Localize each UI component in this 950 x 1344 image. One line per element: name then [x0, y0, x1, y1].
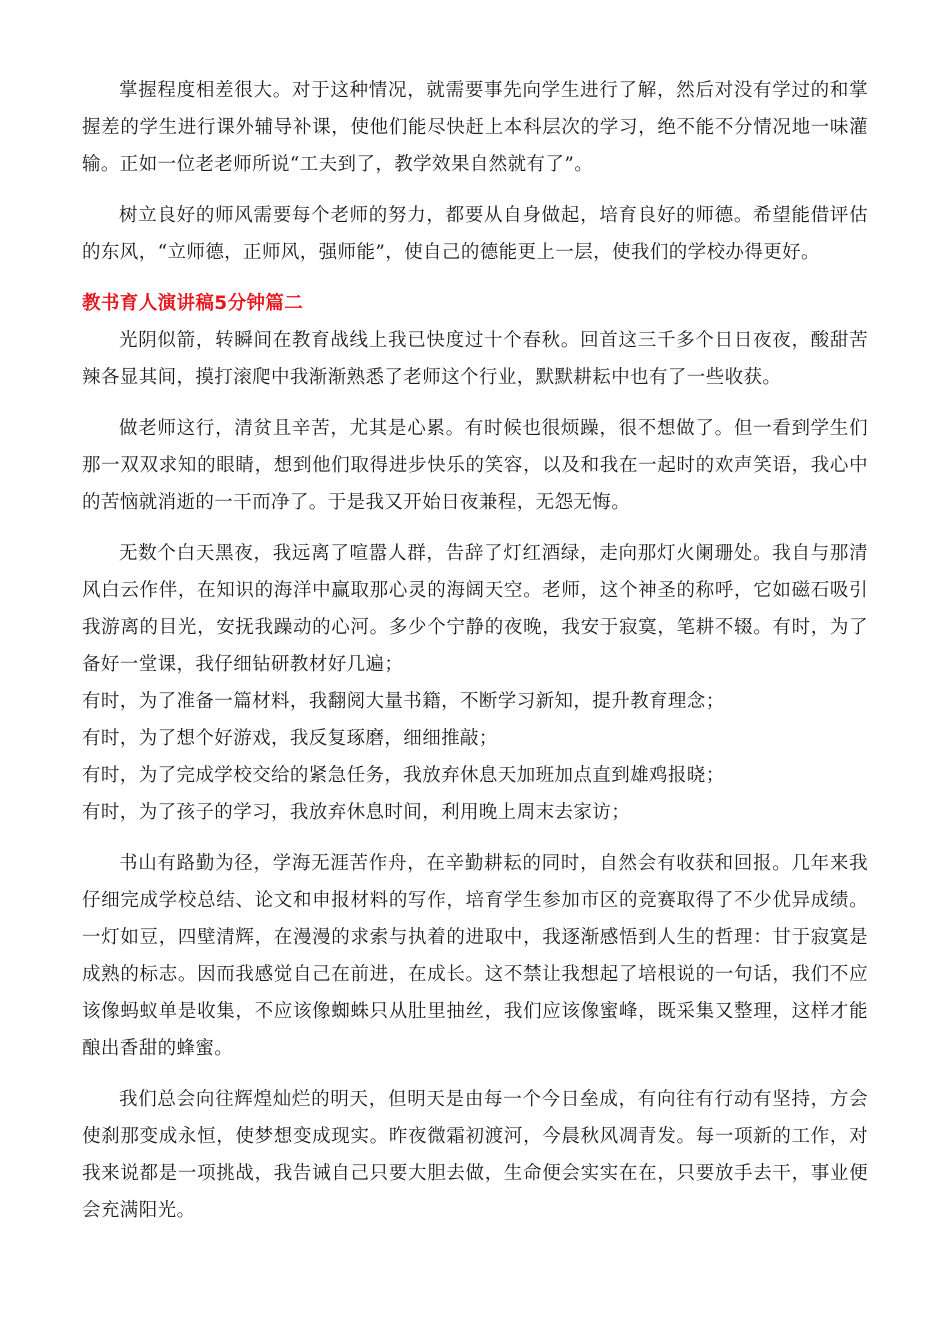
paragraph-5: 无数个白天黑夜，我远离了喧嚣人群，告辞了灯红酒绿，走向那灯火阑珊处。我自与那清风白云作伴，在知识的海洋中赢取那心灵的海阔天空。老师，这个神圣的称呼，它如磁石吸引我游离的目光，安抚我躁动的心河。多少个宁静的夜晚，我安于寂寞，笔耕不辍。有时，为了备好一堂课，我仔细钻研教材好几遍； — [82, 543, 868, 675]
list-line-4: 有时，为了孩子的学习，我放弃休息时间，利用晚上周末去家访； — [82, 802, 631, 823]
paragraph-1: 掌握程度相差很大。对于这种情况，就需要事先向学生进行了解，然后对没有学过的和掌握差的学生进行课外辅导补课，使他们能尽快赶上本科层次的学习，绝不能不分情况地一味灌输。正如一位老老师所说“工夫到了，教学效果自然就有了”。 — [82, 80, 868, 175]
paragraph-2: 树立良好的师风需要每个老师的努力，都要从自身做起，培育良好的师德。希望能借评估的东风，“立师德，正师风，强师能”，使自己的德能更上一层，使我们的学校办得更好。 — [82, 205, 868, 263]
list-line-1: 有时，为了准备一篇材料，我翻阅大量书籍，不断学习新知，提升教育理念； — [82, 691, 725, 712]
list-line-3: 有时，为了完成学校交给的紧急任务，我放弃休息天加班加点直到雄鸡报晓； — [82, 765, 725, 786]
document-page — [82, 72, 868, 1229]
paragraph-3: 光阴似箭，转瞬间在教育战线上我已快度过十个春秋。回首这三千多个日日夜夜，酸甜苦辣各显其间，摸打滚爬中我渐渐熟悉了老师这个行业，默默耕耘中也有了一些收获。 — [82, 330, 868, 388]
paragraph-4: 做老师这行，清贫且辛苦，尤其是心累。有时候也很烦躁，很不想做了。但一看到学生们那一双双求知的眼睛，想到他们取得进步快乐的笑容，以及和我在一起时的欢声笑语，我心中的苦恼就消逝的一干而净了。于是我又开始日夜兼程，无怨无悔。 — [82, 418, 868, 513]
list-line-2: 有时，为了想个好游戏，我反复琢磨，细细推敲； — [82, 728, 498, 749]
paragraph-6: 书山有路勤为径，学海无涯苦作舟，在辛勤耕耘的同时，自然会有收获和回报。几年来我仔细完成学校总结、论文和申报材料的写作，培育学生参加市区的竞赛取得了不少优异成绩。一灯如豆，四壁清辉，在漫漫的求索与执着的进取中，我逐渐感悟到人生的哲理：甘于寂寞是成熟的标志。因而我感觉自己在前进，在成长。这不禁让我想起了培根说的一句话，我们不应该像蚂蚁单是收集，不应该像蜘蛛只从肚里抽丝，我们应该像蜜峰，既采集又整理，这样才能酿出香甜的蜂蜜。 — [82, 853, 868, 1059]
section-heading: 教书育人演讲稿5分钟篇二 — [82, 293, 304, 314]
paragraph-7: 我们总会向往辉煌灿烂的明天，但明天是由每一个今日垒成，有向往有行动有坚持，方会使刹那变成永恒，使梦想变成现实。昨夜微霜初渡河，今晨秋风凋青发。每一项新的工作，对我来说都是一项挑战，我告诫自己只要大胆去做，生命便会实实在在，只要放手去干，事业便会充满阳光。 — [82, 1089, 868, 1221]
